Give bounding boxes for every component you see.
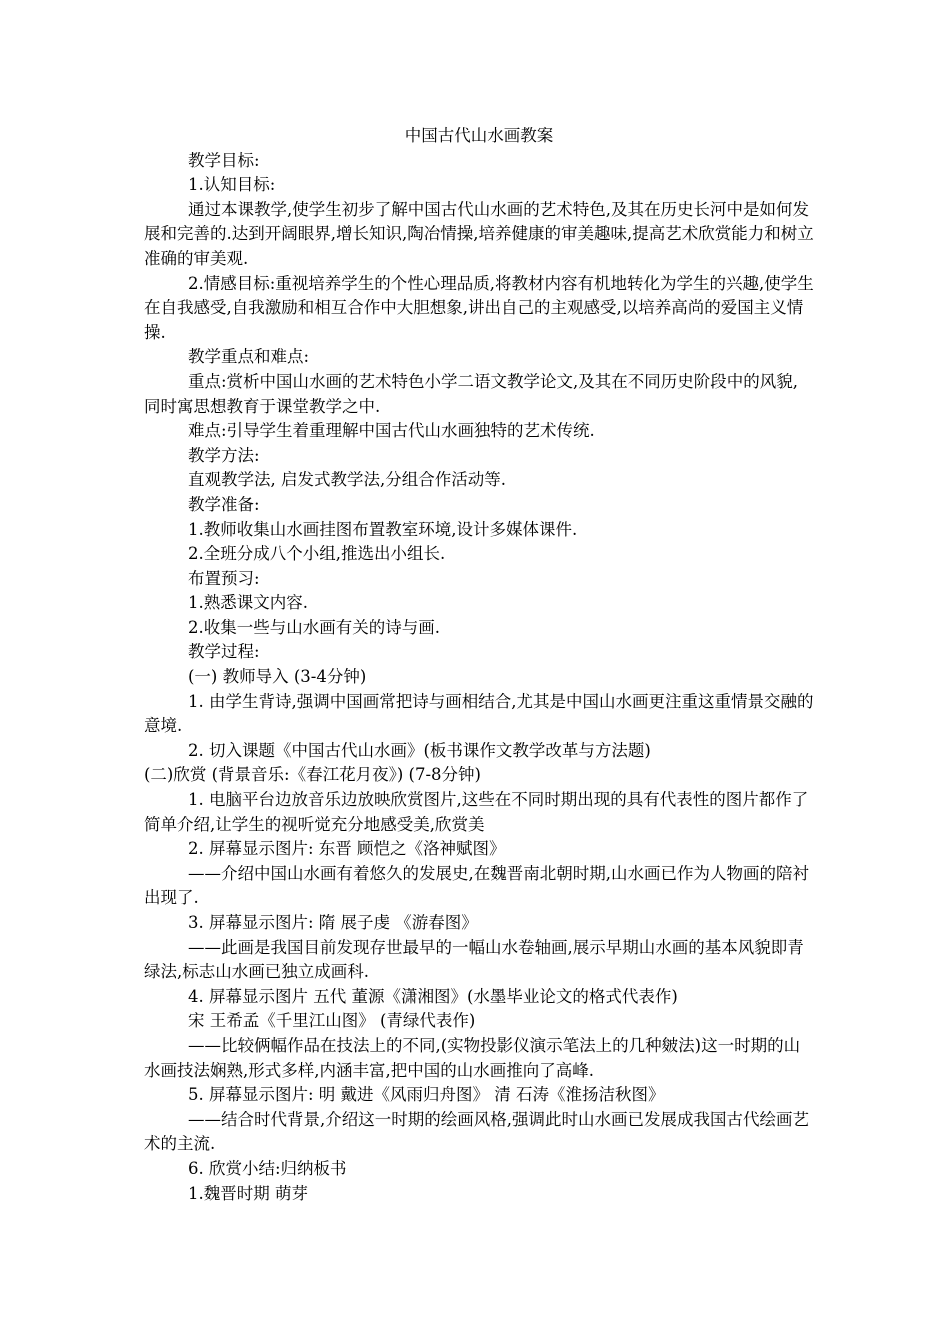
paragraph: 2.情感目标:重视培养学生的个性心理品质,将教材内容有机地转化为学生的兴趣,使学生在自我感受,自我激励和相互合作中大胆想象,讲出自己的主观感受,以培养高尚的爱国主义情操. — [144, 273, 814, 342]
paragraph: 教学准备: — [188, 494, 260, 514]
paragraph: ——此画是我国目前发现存世最早的一幅山水卷轴画,展示早期山水画的基本风貌即青绿法,标志山水画已独立成画科. — [144, 937, 804, 982]
paragraph: 教学方法: — [188, 445, 260, 465]
paragraph: 教学重点和难点: — [188, 347, 310, 367]
paragraph: 2. 屏幕显示图片: 东晋 顾恺之《洛神赋图》 — [188, 839, 506, 859]
paragraph: 1.教师收集山水画挂图布置教室环境,设计多媒体课件. — [188, 519, 578, 539]
paragraph: 1.魏晋时期 萌芽 — [188, 1183, 308, 1203]
paragraph: 4. 屏幕显示图片 五代 董源《潇湘图》(水墨毕业论文的格式代表作) — [188, 986, 678, 1006]
paragraph: ——比较俩幅作品在技法上的不同,(实物投影仪演示笔法上的几种皴法)这一时期的山水画技法娴熟,形式多样,内涵丰富,把中国的山水画推向了高峰. — [144, 1035, 801, 1080]
paragraph: ——结合时代背景,介绍这一时期的绘画风格,强调此时山水画已发展成我国古代绘画艺术的主流. — [144, 1109, 809, 1154]
document-page — [144, 124, 814, 1206]
paragraph: 1.认知目标: — [188, 175, 276, 195]
paragraph: 2. 切入课题《中国古代山水画》(板书课作文教学改革与方法题) — [188, 740, 651, 760]
paragraph: 5. 屏幕显示图片: 明 戴进《风雨归舟图》 清 石涛《淮扬洁秋图》 — [188, 1085, 665, 1105]
paragraph: 1. 电脑平台边放音乐边放映欣赏图片,这些在不同时期出现的具有代表性的图片都作了简单介绍,让学生的视听觉充分地感受美,欣赏美 — [144, 790, 809, 834]
paragraph: (二)欣赏 (背景音乐:《春江花月夜》) (7-8分钟) — [144, 765, 481, 785]
paragraph: 难点:引导学生着重理解中国古代山水画独特的艺术传统. — [188, 421, 595, 441]
paragraph: 6. 欣赏小结:归纳板书 — [188, 1158, 347, 1178]
paragraph: 通过本课教学,使学生初步了解中国古代山水画的艺术特色,及其在历史长河中是如何发展和完善的.达到开阔眼界,增长知识,陶冶情操,培养健康的审美趣味,提高艺术欣赏能力和树立准确的审美观. — [144, 199, 814, 268]
paragraph: 教学过程: — [188, 642, 260, 662]
paragraph: 直观教学法, 启发式教学法,分组合作活动等. — [188, 470, 506, 490]
paragraph: 1. 由学生背诗,强调中国画常把诗与画相结合,尤其是中国山水画更注重这重情景交融的意境. — [144, 691, 814, 736]
paragraph: (一) 教师导入 (3-4分钟) — [188, 667, 367, 687]
paragraph: 重点:赏析中国山水画的艺术特色小学二语文教学论文,及其在不同历史阶段中的风貌,同时寓思想教育于课堂教学之中. — [144, 371, 799, 416]
paragraph: 教学目标: — [188, 150, 260, 170]
paragraph: 布置预习: — [188, 568, 260, 588]
document-title: 中国古代山水画教案 — [404, 126, 554, 145]
paragraph: 2.全班分成八个小组,推选出小组长. — [188, 544, 446, 564]
paragraph: 1.熟悉课文内容. — [188, 593, 308, 613]
paragraph: 2.收集一些与山水画有关的诗与画. — [188, 617, 440, 637]
document-body — [144, 149, 814, 1207]
paragraph: ——介绍中国山水画有着悠久的发展史,在魏晋南北朝时期,山水画已作为人物画的陪衬出现了. — [144, 863, 809, 908]
paragraph: 宋 王希孟《千里江山图》 (青绿代表作) — [188, 1011, 476, 1031]
paragraph: 3. 屏幕显示图片: 隋 展子虔 《游春图》 — [188, 913, 478, 932]
